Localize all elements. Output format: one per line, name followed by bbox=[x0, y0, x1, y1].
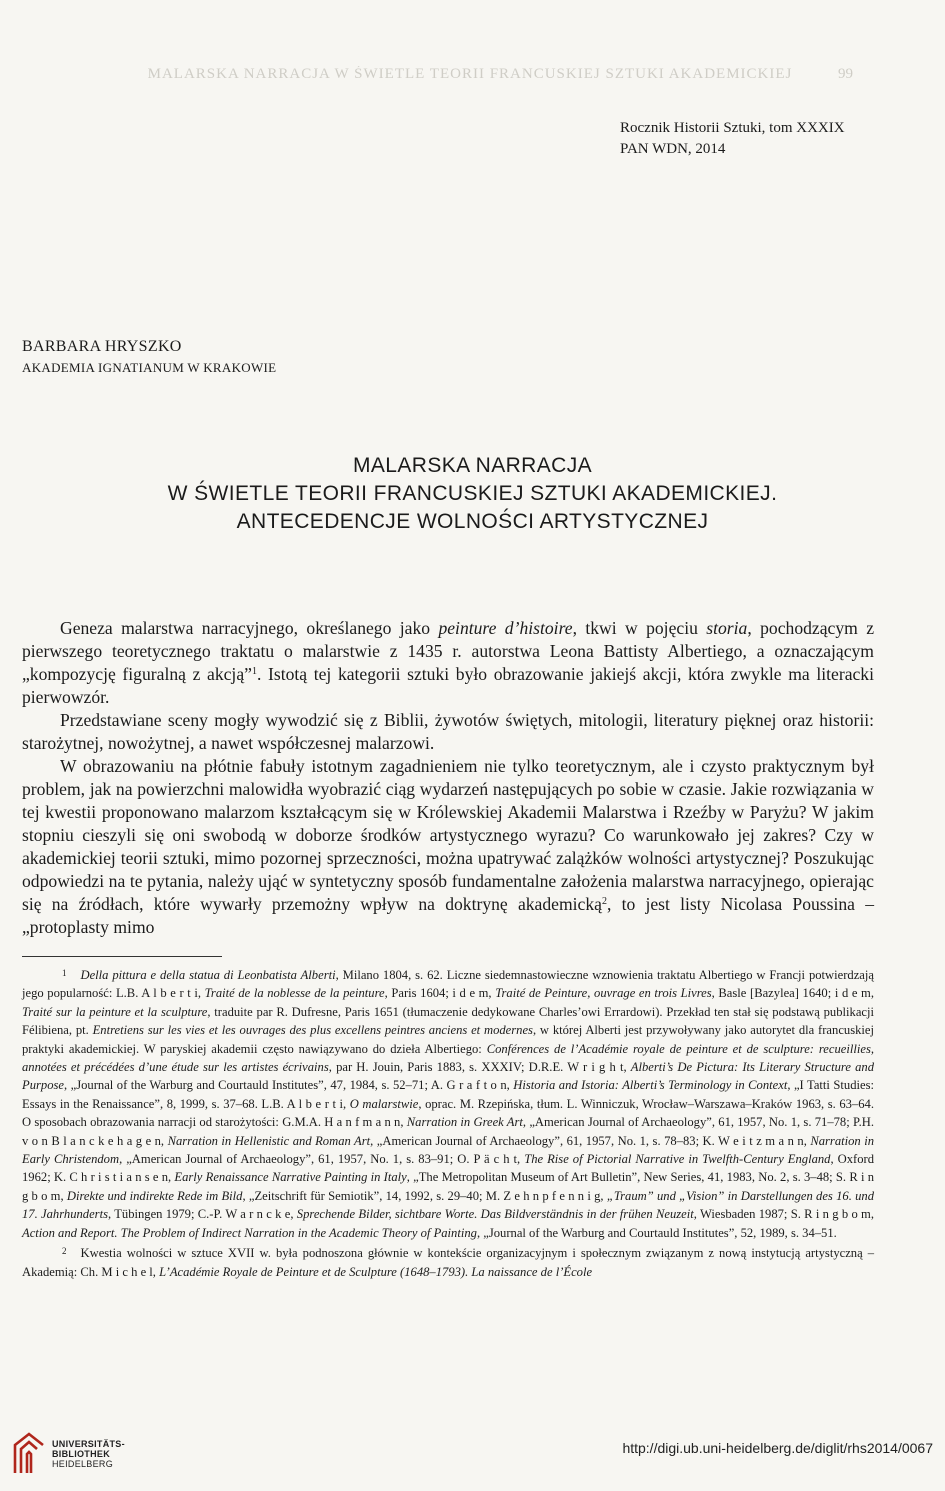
source-url-link[interactable]: http://digi.ub.uni-heidelberg.de/diglit/rhs2014/0067 bbox=[622, 1440, 933, 1456]
footnote-1: $^1$ Della pittura e della statua di Leonbatista Alberti, Milano 1804, s. 62. Liczne siedemnastowieczne wznowienia traktatu Albertiego w Francji potwierdzają jego popularność: L.B. A l b e r t i, Traité de la noblesse de la peinture, Paris 1604; i d e m, Traité de Peinture, ouvrage en trois Livres, Basle [Bazylea] 1640; i d e m, Traité sur la peinture et la sculpture, traduite par R. Dufresne, Paris 1651 (tłumaczenie dedykowane Charles’owi Errardowi). Przekład ten stał się podstawą publikacji Félibiena, pt. Entretiens sur les vies et les ouvrages des plus excellens peintres anciens et modernes, w której Alberti jest przywoływany jako autorytet dla francuskiej praktyki akademickiej. W paryskiej akademii często nawiązywano do dzieła Albertiego: Conférences de l’Académie royale de peinture et de sculpture: recueillies, annotées et précédées d’une étude sur les artistes écrivains, par H. Jouin, Paris 1883, s. XXXIV; D.R.E. W r i g h t, Alberti’s De Pictura: Its Literary Structure and Purpose, „Journal of the Warburg and Courtauld Institutes”, 47, 1984, s. 52–71; A. G r a f t o n, Historia and Istoria: Alberti’s Terminology in Context, „I Tatti Studies: Essays in the Renaissance”, 8, 1999, s. 37–68. L.B. A l b e r t i, O malarstwie, oprac. M. Rzepińska, tłum. L. Winniczuk, Wrocław–Warszawa–Kraków 1963, s. 63–64. O sposobach obrazowania narracji od starożytości: G.M.A. H a n f m a n n, Narration in Greek Art, „American Journal of Archaeology”, 61, 1957, No. 1, s. 71–78; P.H. v o n B l a n c k e h a g e n, Narration in Hellenistic and Roman Art, „American Journal of Archaeology”, 61, 1957, No. 1, s. 78–83; K. W e i t z m a n n, Narration in Early Christendom, „American Journal of Archaeology”, 61, 1957, No. 1, s. 83–91; O. P ä c h t, The Rise of Pictorial Narrative in Twelfth-Century England, Oxford 1962; K. C h r i s t i a n s e n, Early Renaissance Narrative Painting in Italy, „The Metropolitan Museum of Art Bulletin”, New Series, 41, 1983, No. 2, s. 3–48; S. R i n g b o m, Direkte und indirekte Rede im Bild, „Zeitschrift für Semiotik”, 14, 1992, s. 29–40; M. Z e h n p f e n n i g, „Traum” und „Vision” in Darstellungen des 16. und 17. Jahrhunderts, Tübingen 1979; C.-P. W a r n c k e, Sprechende Bilder, sichtbare Worte. Das Bildverständnis in der frühen Neuzeit, Wiesbaden 1987; S. R i n g b o m, Action and Report. The Problem of Indirect Narration in the Academic Theory of Painting, „Journal of the Warburg and Courtauld Institutes”, 52, 1989, s. 34–51. bbox=[22, 968, 875, 1240]
author-affiliation: AKADEMIA IGNATIANUM W KRAKOWIE bbox=[22, 360, 277, 375]
emblem-shapes bbox=[15, 1434, 43, 1473]
library-logo bbox=[12, 1431, 152, 1475]
title-line-1: MALARSKA NARRACJA bbox=[352, 454, 593, 477]
journal-info bbox=[620, 118, 845, 160]
article-title bbox=[40, 452, 905, 536]
footnotes bbox=[22, 964, 874, 1281]
author-block bbox=[22, 336, 276, 378]
library-name: UNIVERSITÄTS- BIBLIOTHEK HEIDELBERG bbox=[52, 1439, 125, 1469]
journal-publisher: PAN WDN, 2014 bbox=[620, 141, 726, 157]
footnote-2: $^2$ Kwestia wolności w sztuce XVII w. była podnoszona głównie w kontekście organizacyjnym i społecznym związanym z nową instytucją artystyczną – Akademią: Ch. M i c h e l, L’Académie Royale de Peinture et de Sculpture (1648–1793). La naissance de l’École bbox=[22, 1246, 874, 1279]
title-line-3: ANTECEDENCJE WOLNOŚCI ARTYSTYCZNEJ bbox=[236, 510, 709, 533]
title-line-2: W ŚWIETLE TEORII FRANCUSKIEJ SZTUKI AKADEMICKIEJ. bbox=[167, 482, 778, 505]
footnote-ref-1[interactable]: 1 bbox=[251, 666, 257, 677]
emblem-chevron-middle bbox=[21, 1442, 37, 1473]
page-number-showthrough: 99 bbox=[838, 66, 853, 82]
footnote-divider bbox=[22, 956, 222, 957]
article-body bbox=[22, 617, 874, 939]
paragraph-3: W obrazowaniu na płótnie fabuły istotnym zagadnieniem nie tylko teoretycznym, ale i czysto praktycznym był problem, jak na powierzchni malowidła wyobrazić ciąg wydarzeń następujących po sobie w czasie. Jakie rozwiązania w tej kwestii proponowano malarzom kształcącym się w Królewskiej Akademii Malarstwa i Rzeźby w Paryżu? W jakim stopniu cieszyli się oni swobodą w doborze środków artystycznego wyrazu? Co warunkowało jej zakres? Czy w akademickiej teorii sztuki, mimo pozornej sprzeczności, można upatrywać zalążków wolności artystycznej? Poszukując odpowiedzi na te pytania, należy ująć w syntetyczny sposób fundamentalne założenia malarstwa narracyjnego, opierając się na źródłach, które wywarły przemożny wpływ na doktrynę akademicką$^2$, to jest listy Nicolasa Poussina – „protoplasty mimo bbox=[22, 756, 874, 937]
paragraph-1: Geneza malarstwa narracyjnego, określanego jako peinture d’histoire, tkwi w pojęciu storia, pochodzącym z pierwszego teoretycznego traktatu o malarstwie z 1435 r. autorstwa Leona Battisty Albertiego, a oznaczającym „kompozycję figuralną z akcją”$^1$. Istotą tej kategorii sztuki było obrazowanie jakiejś akcji, która zwykle ma literacki pierwowzór. bbox=[22, 618, 875, 707]
journal-title: Rocznik Historii Sztuki, tom XXXIX bbox=[620, 120, 845, 136]
library-emblem-icon bbox=[12, 1431, 46, 1475]
author-name: BARBARA HRYSZKO bbox=[22, 338, 182, 355]
footnote-number: 1 bbox=[62, 968, 67, 978]
footnote-number: 2 bbox=[62, 1246, 67, 1257]
emblem-chevron-inner bbox=[27, 1452, 31, 1473]
paragraph-2: Przedstawiane sceny mogły wywodzić się z Biblii, żywotów świętych, mitologii, literatury pięknej oraz historii: starożytnej, nowożytnej, a nawet współczesnej malarzowi. bbox=[22, 710, 874, 753]
running-header-showthrough: MALARSKA NARRACJA W ŚWIETLE TEORII FRANCUSKIEJ SZTUKI AKADEMICKIEJ bbox=[147, 66, 793, 82]
footnote-ref-2[interactable]: 2 bbox=[601, 896, 607, 907]
